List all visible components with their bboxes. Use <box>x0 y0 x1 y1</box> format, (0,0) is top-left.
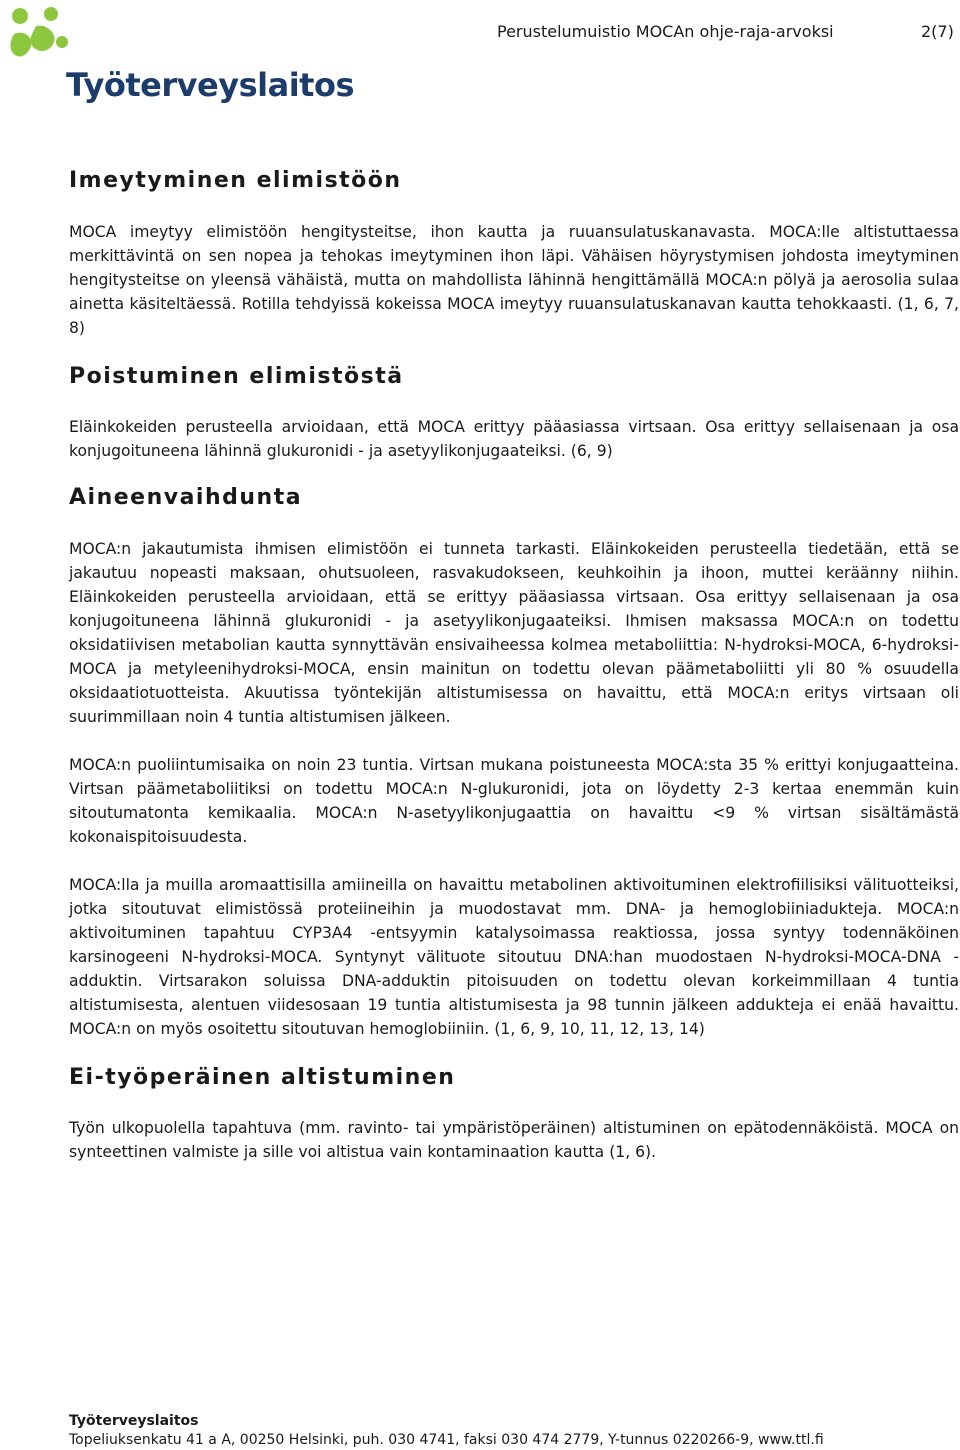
heading-ei-tyoperainen: Ei-työperäinen altistuminen <box>69 1065 456 1090</box>
heading-poistuminen: Poistuminen elimistöstä <box>69 364 404 389</box>
document-body <box>69 168 959 1164</box>
paragraph-ei-tyoperainen: Työn ulkopuolella tapahtuva (mm. ravinto- tai ympäristöperäinen) altistuminen on epätodennäköistä. MOCA on synteettinen valmiste ja sille voi altistua vain kontaminaation kautta (1, 6). <box>69 1119 959 1161</box>
paragraph-poistuminen: Eläinkokeiden perusteella arvioidaan, että MOCA erittyy pääasiassa virtsaan. Osa erittyy sellaisenaan ja osa konjugoituneena lähinnä glukuronidi - ja asetyylikonjugaateiksi. (6, 9) <box>69 418 959 460</box>
page-number: 2(7) <box>921 22 954 41</box>
heading-aineenvaihdunta: Aineenvaihdunta <box>69 485 303 510</box>
logo <box>6 4 354 114</box>
footer-organization: Työterveyslaitos <box>69 1413 199 1429</box>
footer <box>69 1412 824 1450</box>
paragraph-imeytyminen: MOCA imeytyy elimistöön hengitysteitse, ihon kautta ja ruuansulatuskanavasta. MOCA:lle altistuttaessa merkittävintä on sen nopea ja tehokas imeytyminen ihon läpi. Vähäisen höyrystymisen johdosta imeytyminen hengitysteitse on yleensä vähäistä, mutta on mahdollista lähinnä hengittämällä MOCA:n pölyä ja aerosolia sulaa ainetta käsiteltäessä. Rotilla tehdyissä kokeissa MOCA imeytyy ruuansulatuskanavan kautta tehokkaasti. (1, 6, 7, 8) <box>69 223 959 337</box>
heading-imeytyminen: Imeytyminen elimistöön <box>69 168 402 193</box>
paragraph-aineenvaihdunta-2: MOCA:n puoliintumisaika on noin 23 tuntia. Virtsan mukana poistuneesta MOCA:sta 35 % erittyi konjugaatteina. Virtsan päämetaboliitiksi on todettu MOCA:n N-glukuronidi, jota on löydetty 2-3 kertaa enemmän kuin sitoutumatonta kemikaalia. MOCA:n N-asetyylikonjugaattia on havaittu <9 % virtsan sisältämästä kokonaispitoisuudesta. <box>69 756 959 846</box>
logo-text: Työterveyslaitos <box>66 66 354 104</box>
paragraph-aineenvaihdunta-1: MOCA:n jakautumista ihmisen elimistöön ei tunneta tarkasti. Eläinkokeiden perusteella tiedetään, että se jakautuu nopeasti maksaan, ohutsuoleen, rasvakudokseen, keuhkoihin ja ihoon, muttei keräänny niihin. Eläinkokeiden perusteella arvioidaan, että se erittyy pääasiassa virtsaan. Osa erittyy sellaisenaan ja osa konjugoituneena lähinnä glukuronidi - ja asetyylikonjugaateiksi. Ihmisen maksassa MOCA:n on todettu oksidatiivisen metabolian kautta synnyttävän ensivaiheessa kolmea metaboliittia: N-hydroksi-MOCA, 6-hydroksi-MOCA ja metyleenihydroksi-MOCA, ensin mainitun on todettu olevan päämetaboliitti yli 80 % osuudella oksidaatiotuotteista. Akuutissa työntekijän altistumisessa on havaittu, että MOCA:n eritys virtsaan oli suurimmillaan noin 4 tuntia altistumisen jälkeen. <box>69 540 959 726</box>
paragraph-aineenvaihdunta-3: MOCA:lla ja muilla aromaattisilla amiineilla on havaittu metabolinen aktivoituminen elektrofiilisiksi välituotteiksi, jotka sitoutuvat elimistössä proteiineihin ja muodostavat mm. DNA- ja hemoglobiiniadukteja. MOCA:n aktivoituminen tapahtuu CYP3A4 -entsyymin katalysoimassa reaktiossa, jossa syntyy todennäköinen karsinogeeni N-hydroksi-MOCA. Syntynyt välituote sitoutuu DNA:han muodostaen N-hydroksi-MOCA-DNA -adduktin. Virtsarakon soluissa DNA-adduktin pitoisuuden on todettu olevan korkeimmillaan 4 tuntia altistumisesta, alentuen viidesosaan 19 tuntia altistumisesta ja 98 tunnin jälkeen addukteja ei enää havaittu. MOCA:n on myös osoitettu sitoutuvan hemoglobiiniin. (1, 6, 9, 10, 11, 12, 13, 14) <box>69 876 959 1038</box>
footer-contact: Topeliuksenkatu 41 a A, 00250 Helsinki, puh. 030 4741, faksi 030 474 2779, Y-tunnus 0220266-9, www.ttl.fi <box>69 1432 824 1448</box>
document-title: Perustelumuistio MOCAn ohje-raja-arvoksi <box>497 22 834 41</box>
